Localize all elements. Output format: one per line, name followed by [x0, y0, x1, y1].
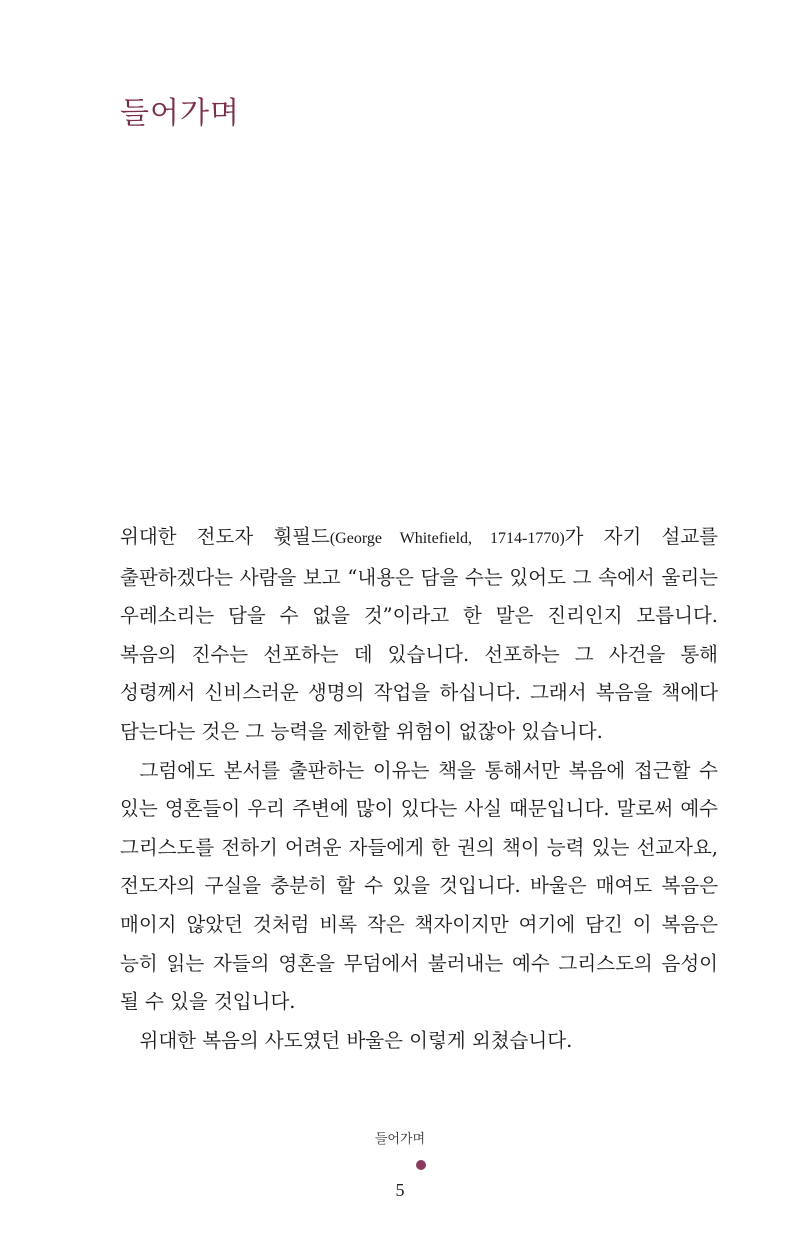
- paragraph-1-text-b: 가 자기 설교를 출판하겠다는 사람을 보고 “내용은 담을 수는 있어도 그 속에서 울리는 우레소리는 담을 수 없을 것”이라고 한 말은 진리인지 모릅니다. 복음의 진수는 선포하는 데 있습니다. 선포하는 그 사건을 통해 성령께서 신비스러운 생명의 작업을 하십니다. 그래서 복음을 책에다 담는다는 것은 그 능력을 제한할 위험이 없잖아 있습니다.: [120, 525, 719, 743]
- paragraph-1-name-dates: (George Whitefield, 1714-1770): [329, 530, 565, 547]
- paragraph-2: 그럼에도 본서를 출판하는 이유는 책을 통해서만 복음에 접근할 수 있는 영혼들이 우리 주변에 많이 있다는 사실 때문입니다. 말로써 예수 그리스도를 전하기 어려운 자들에게 한 권의 책이 능력 있는 선교자요, 전도자의 구실을 충분히 할 수 있을 것입니다. 바울은 매여도 복음은 매이지 않았던 것처럼 비록 작은 책자이지만 여기에 담긴 이 복음은 능히 읽는 자들의 영혼을 무덤에서 불러내는 예수 그리스도의 음성이 될 수 있을 것입니다.: [120, 758, 718, 1014]
- body-text: [120, 518, 718, 1060]
- page-number: 5: [395, 1180, 405, 1200]
- running-footer: 들어가며: [374, 1132, 426, 1147]
- paragraph-1-text-a: 위대한 전도자 휫필드: [120, 525, 330, 548]
- footer-dot-ornament: [416, 1160, 426, 1170]
- paragraph-3: 위대한 복음의 사도였던 바울은 이렇게 외쳤습니다.: [139, 1028, 573, 1052]
- paragraph-1: [120, 518, 718, 752]
- chapter-title: 들어가며: [120, 96, 240, 131]
